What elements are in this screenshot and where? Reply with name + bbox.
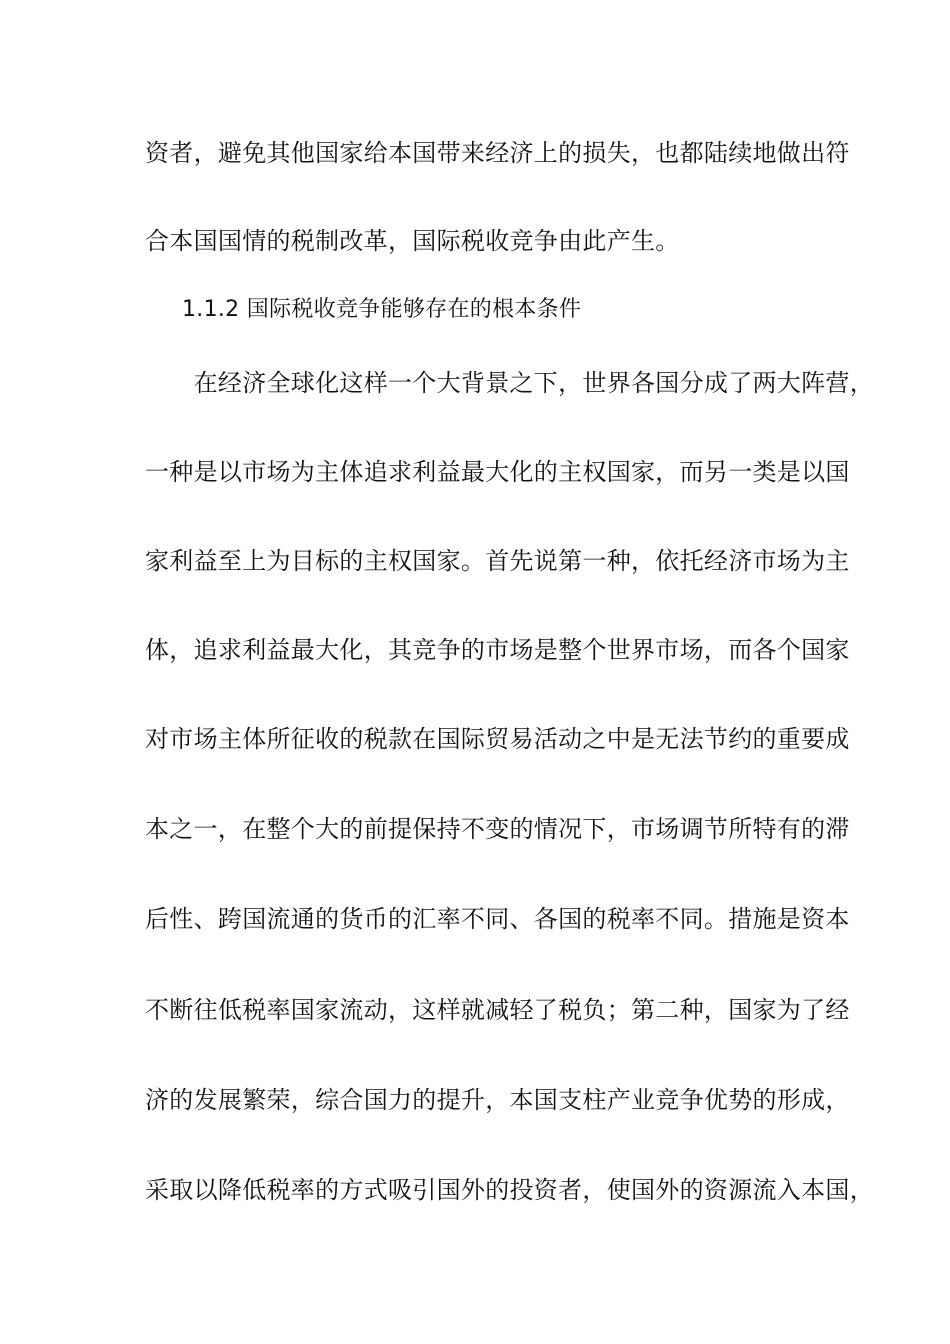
text-line: 本之一，在整个大的前提保持不变的情况下，市场调节所特有的滞 <box>145 815 850 843</box>
text-line: 体，追求利益最大化，其竞争的市场是整个世界市场，而各个国家 <box>145 636 850 664</box>
text-line: 济的发展繁荣，综合国力的提升，本国支柱产业竞争优势的形成， <box>145 1086 850 1114</box>
text-line: 对市场主体所征收的税款在国际贸易活动之中是无法节约的重要成 <box>145 725 850 753</box>
text-line: 采取以降低税率的方式吸引国外的投资者，使国外的资源流入本国， <box>145 1176 874 1204</box>
text-line: 合本国国情的税制改革，国际税收竞争由此产生。 <box>145 227 680 255</box>
section-heading: 1.1.2 国际税收竞争能够存在的根本条件 <box>182 297 582 322</box>
text-line: 家利益至上为目标的主权国家。首先说第一种，依托经济市场为主 <box>145 547 850 575</box>
text-line: 一种是以市场为主体追求利益最大化的主权国家，而另一类是以国 <box>145 458 850 486</box>
text-line: 后性、跨国流通的货币的汇率不同、各国的税率不同。措施是资本 <box>145 905 850 933</box>
text-line: 在经济全球化这样一个大背景之下，世界各国分成了两大阵营， <box>145 369 874 397</box>
text-line: 资者，避免其他国家给本国带来经济上的损失，也都陆续地做出符 <box>145 139 850 167</box>
text-line: 不断往低税率国家流动，这样就减轻了税负；第二种，国家为了经 <box>145 996 850 1024</box>
